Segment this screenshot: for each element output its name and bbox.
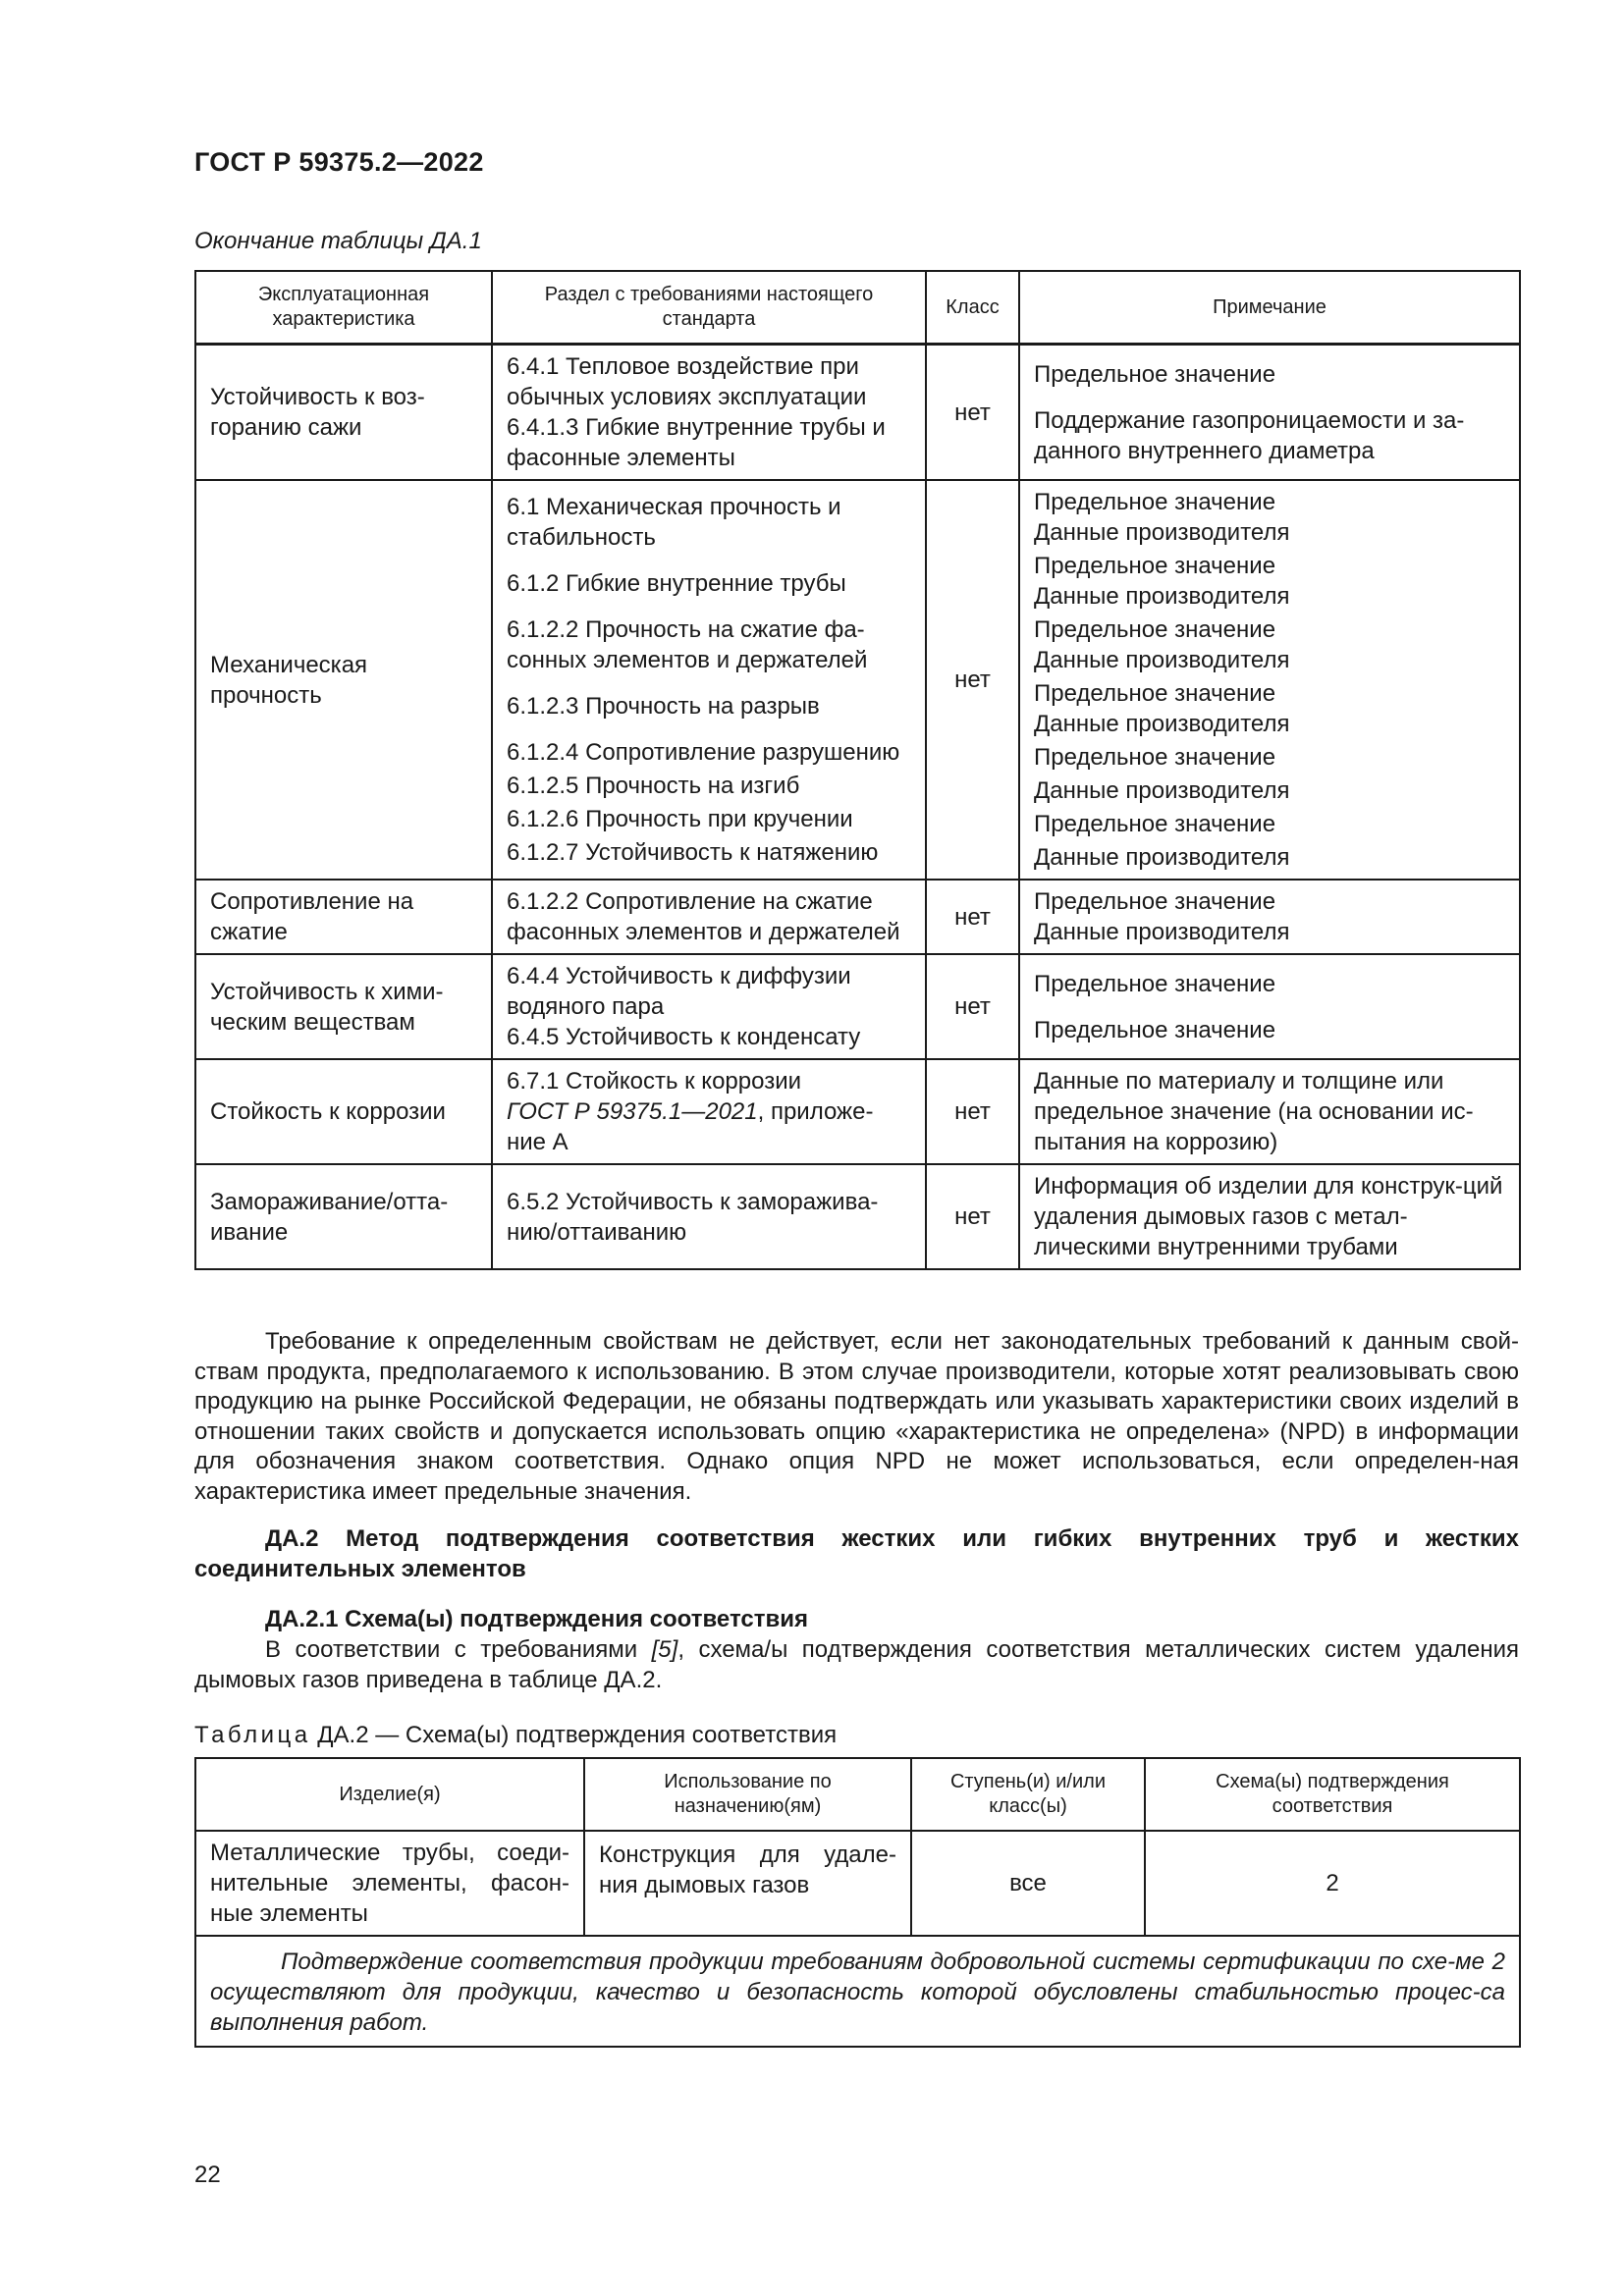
cell-sections — [492, 954, 926, 1059]
note-item: Предельное значение — [1034, 970, 1276, 997]
section-item: 6.1.2.6 Прочность при кручении — [507, 806, 853, 832]
note-item: Предельное значение — [1034, 888, 1276, 915]
cell-class: нет — [926, 1164, 1019, 1269]
cell-class: нет — [926, 954, 1019, 1059]
note-item: Данные по материалу и толщине или предельное значение (на основании ис-пытания на коррозию) — [1034, 1068, 1474, 1155]
section-heading-da2: ДА.2 Метод подтверждения соответствия жестких или гибких внутренних труб и жестких соединительных элементов — [194, 1525, 1519, 1582]
table2-col-use: Использование по назначению(ям) — [584, 1758, 911, 1831]
table2-col-scheme: Схема(ы) подтверждения соответствия — [1145, 1758, 1520, 1831]
section-item: 6.4.1 Тепловое воздействие при обычных условиях эксплуатации — [507, 353, 867, 410]
paragraph-text: , схема/ы подтверждения соответствия металлических систем удаления дымовых газов приведена в таблице ДА.2. — [194, 1636, 1519, 1693]
cell-sections — [492, 880, 926, 954]
cell-notes — [1019, 880, 1520, 954]
note-item: Предельное значение — [1034, 680, 1276, 707]
note-item: Данные производителя — [1034, 647, 1290, 673]
table-row — [195, 880, 1520, 954]
note-item: Данные производителя — [1034, 583, 1290, 610]
section-item — [507, 1066, 911, 1157]
cell-sections — [492, 1164, 926, 1269]
section-item: 6.1.2.5 Прочность на изгиб — [507, 773, 800, 799]
cell-characteristic: Стойкость к коррозии — [195, 1059, 492, 1164]
note-item: Данные производителя — [1034, 844, 1290, 871]
table-da2 — [194, 1757, 1521, 2048]
table-row — [195, 1164, 1520, 1269]
table-row — [195, 345, 1520, 481]
table1-caption: Окончание таблицы ДА.1 — [194, 228, 482, 254]
section-item: 6.5.2 Устойчивость к заморажива-нию/оттаиванию — [507, 1188, 879, 1246]
cell-class: нет — [926, 480, 1019, 880]
section-item: 6.4.4 Устойчивость к диффузии водяного пара — [507, 963, 851, 1020]
table-row — [195, 1831, 1520, 1936]
standard-reference: ГОСТ Р 59375.1—2021 — [507, 1098, 758, 1125]
section-item: 6.1.2.7 Устойчивость к натяжению — [507, 839, 879, 866]
table-row — [195, 954, 1520, 1059]
table1-col-note: Примечание — [1019, 271, 1520, 345]
cell-notes — [1019, 345, 1520, 481]
table2-header-row — [195, 1758, 1520, 1831]
cell-notes — [1019, 1164, 1520, 1269]
table-row — [195, 480, 1520, 880]
cell-characteristic: Сопротивление на сжатие — [195, 880, 492, 954]
note-item: Данные производителя — [1034, 519, 1290, 546]
table1-col-characteristic: Эксплуатационная характеристика — [195, 271, 492, 345]
table2-caption — [194, 1722, 837, 1749]
note-item: Предельное значение — [1034, 744, 1276, 771]
note-item: Предельное значение — [1034, 1016, 1276, 1043]
table2-col-product: Изделие(я) — [195, 1758, 584, 1831]
table1-col-class: Класс — [926, 271, 1019, 345]
section-item: 6.1 Механическая прочность и стабильность — [507, 494, 841, 551]
table2-note: Подтверждение соответствия продукции требованиям добровольной системы сертификации по схе-ме 2 осуществляют для продукции, качество и безопасность которой обусловлены стабильностью процес-са выполнения работ. — [195, 1936, 1520, 2047]
cell-sections — [492, 480, 926, 880]
cell-notes — [1019, 1059, 1520, 1164]
note-item: Поддержание газопроницаемости и за-данного внутреннего диаметра — [1034, 406, 1465, 464]
cell-sections — [492, 345, 926, 481]
note-item: Данные производителя — [1034, 919, 1290, 945]
note-item: Предельное значение — [1034, 360, 1276, 388]
table-note-row — [195, 1936, 1520, 2047]
cell-characteristic: Механическая прочность — [195, 480, 492, 880]
note-item: Информация об изделии для конструк-ций удаления дымовых газов с метал-лическими внутренними трубами — [1034, 1173, 1503, 1260]
table-row — [195, 1059, 1520, 1164]
section-item: 6.1.2.4 Сопротивление разрушению — [507, 739, 900, 766]
page-number: 22 — [194, 2162, 221, 2188]
note-item: Предельное значение — [1034, 553, 1276, 579]
paragraph-text: В соответствии с требованиями — [265, 1636, 652, 1663]
body-paragraph-npd: Требование к определенным свойствам не действует, если нет законодательных требований к данным свой-ствам продукта, предполагаемого к использованию. В этом случае производители, которые хотят реализовывать свою продукцию на рынке Российской Федерации, не обязаны подтверждать или указывать характеристики своих изделий в отношении таких свойств и допускается использовать опцию «характеристика не определена» (NPD) в информации для обозначения знаком соответствия. Однако опция NPD не может использоваться, если определен-ная характеристика имеет предельные значения. — [194, 1328, 1519, 1505]
cell-class: нет — [926, 345, 1019, 481]
cell-class: нет — [926, 1059, 1019, 1164]
cell-sections — [492, 1059, 926, 1164]
note-item: Данные производителя — [1034, 777, 1290, 804]
cell-characteristic: Устойчивость к воз-горанию сажи — [195, 345, 492, 481]
cell-level: все — [911, 1831, 1145, 1936]
section-item: 6.1.2.2 Прочность на сжатие фа-сонных элементов и держателей — [507, 616, 868, 673]
note-item: Данные производителя — [1034, 711, 1290, 737]
table2-caption-text: ДА.2 — Схема(ы) подтверждения соответствия — [310, 1722, 838, 1748]
cell-scheme: 2 — [1145, 1831, 1520, 1936]
table1-header-row — [195, 271, 1520, 345]
cell-use: Конструкция для удале-ния дымовых газов — [584, 1831, 911, 1936]
cell-notes — [1019, 480, 1520, 880]
note-item: Предельное значение — [1034, 811, 1276, 837]
note-item: Предельное значение — [1034, 489, 1276, 515]
section-item: 6.1.2 Гибкие внутренние трубы — [507, 570, 846, 597]
bibliography-reference: [5] — [651, 1636, 678, 1663]
table2-col-level: Ступень(и) и/или класс(ы) — [911, 1758, 1145, 1831]
body-paragraph-scheme — [194, 1635, 1519, 1695]
cell-notes — [1019, 954, 1520, 1059]
note-item: Предельное значение — [1034, 616, 1276, 643]
section-item: 6.4.1.3 Гибкие внутренние трубы и фасонные элементы — [507, 414, 886, 471]
section-item: 6.1.2.2 Сопротивление на сжатие фасонных элементов и держателей — [507, 888, 900, 945]
document-header: ГОСТ Р 59375.2—2022 — [194, 147, 484, 177]
table-da1 — [194, 270, 1521, 1270]
section-text: 6.7.1 Стойкость к коррозии — [507, 1068, 802, 1095]
cell-characteristic: Устойчивость к хими-ческим веществам — [195, 954, 492, 1059]
table2-caption-label: Таблица — [194, 1722, 311, 1748]
cell-class: нет — [926, 880, 1019, 954]
table1-col-section: Раздел с требованиями настоящего стандарта — [492, 271, 926, 345]
section-item: 6.1.2.3 Прочность на разрыв — [507, 693, 820, 720]
section-text: , приложе-ние А — [507, 1098, 874, 1155]
cell-product: Металлические трубы, соеди-нительные элементы, фасон-ные элементы — [195, 1831, 584, 1936]
cell-characteristic: Замораживание/отта-ивание — [195, 1164, 492, 1269]
section-item: 6.4.5 Устойчивость к конденсату — [507, 1024, 861, 1050]
section-heading-da21: ДА.2.1 Схема(ы) подтверждения соответствия — [265, 1606, 808, 1632]
